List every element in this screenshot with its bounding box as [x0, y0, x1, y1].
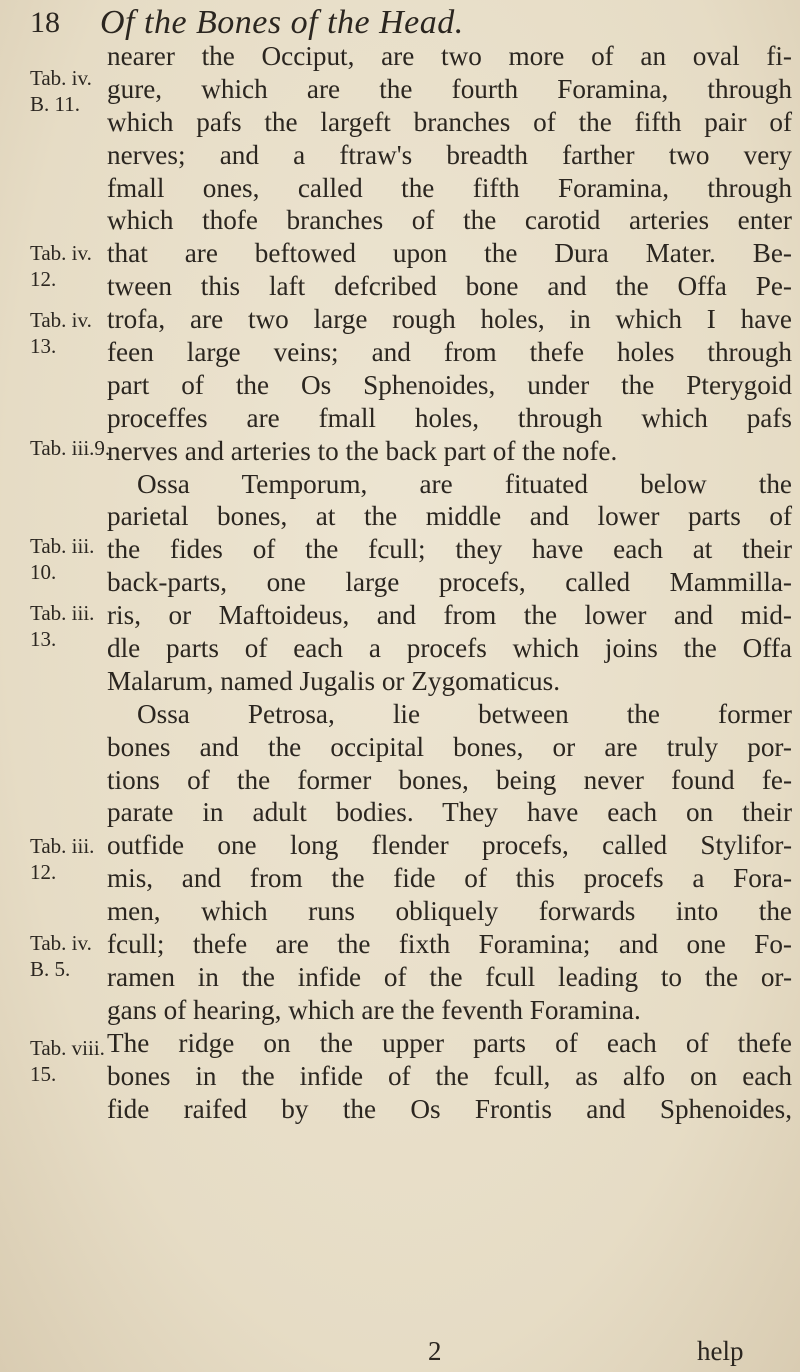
- margin-note: Tab. iii. 13.: [30, 601, 95, 651]
- text-line: part of the Os Sphenoides, under the Pterygoid: [107, 369, 792, 400]
- margin-note: Tab. iii. 12.: [30, 834, 95, 884]
- text-line: bones and the occipital bones, or are truly por-: [107, 731, 792, 762]
- body-text: [107, 40, 792, 1125]
- text-line: trofa, are two large rough holes, in which I have: [107, 304, 792, 335]
- text-line: nerves and arteries to the back part of the nofe.: [107, 435, 618, 466]
- text-line: tween this laft defcribed bone and the Offa Pe-: [107, 271, 792, 302]
- text-line: feen large veins; and from thefe holes through: [107, 337, 792, 368]
- text-line: outfide one long flender procefs, called Stylifor-: [107, 830, 792, 861]
- text-line: mis, and from the fide of this procefs a Fora-: [107, 863, 792, 894]
- text-line: parietal bones, at the middle and lower parts of: [107, 501, 792, 532]
- text-line: Ossa Petrosa, lie between the former: [137, 698, 792, 729]
- text-line: bones in the infide of the fcull, as alfo on each: [107, 1060, 792, 1091]
- signature-mark: 2: [428, 1336, 442, 1366]
- text-line: tions of the former bones, being never found fe-: [107, 764, 792, 795]
- margin-note: Tab. iv. B. 5.: [30, 931, 92, 981]
- margin-note: Tab. viii. 15.: [30, 1036, 105, 1086]
- text-line: gans of hearing, which are the feventh Foramina.: [107, 994, 641, 1025]
- text-line: gure, which are the fourth Foramina, through: [107, 73, 792, 104]
- text-line: back-parts, one large procefs, called Mammilla-: [107, 567, 792, 598]
- text-line: which thofe branches of the carotid arteries enter: [107, 205, 792, 236]
- text-line: which pafs the largeft branches of the fifth pair of: [107, 106, 792, 137]
- text-line: ramen in the infide of the fcull leading to the or-: [107, 961, 792, 992]
- margin-note: Tab. iv. 12.: [30, 241, 92, 291]
- text-line: Ossa Temporum, are fituated below the: [137, 468, 792, 499]
- margin-note: Tab. iii.9.: [30, 436, 111, 460]
- text-line: men, which runs obliquely forwards into the: [107, 896, 792, 927]
- text-line: proceffes are fmall holes, through which pafs: [107, 402, 792, 433]
- catchword: help: [697, 1336, 744, 1366]
- text-line: The ridge on the upper parts of each of thefe: [107, 1027, 792, 1058]
- running-head: Of the Bones of the Head.: [100, 4, 464, 41]
- text-line: dle parts of each a procefs which joins the Offa: [107, 633, 792, 664]
- text-line: nerves; and a ftraw's breadth farther two very: [107, 139, 792, 170]
- text-line: the fides of the fcull; they have each at their: [107, 534, 792, 565]
- margin-note: Tab. iv. B. 11.: [30, 66, 92, 116]
- margin-note: Tab. iii. 10.: [30, 534, 95, 584]
- text-line: ris, or Maftoideus, and from the lower and mid-: [107, 600, 792, 631]
- text-line: fmall ones, called the fifth Foramina, through: [107, 172, 792, 203]
- margin-note: Tab. iv. 13.: [30, 308, 92, 358]
- text-line: fcull; thefe are the fixth Foramina; and one Fo-: [107, 929, 792, 960]
- page-number: 18: [30, 6, 60, 39]
- text-line: Malarum, named Jugalis or Zygomaticus.: [107, 665, 561, 696]
- text-line: that are beftowed upon the Dura Mater. Be-: [107, 238, 792, 269]
- text-line: nearer the Occiput, are two more of an oval fi-: [107, 41, 792, 71]
- text-line: fide raifed by the Os Frontis and Sphenoides,: [107, 1093, 792, 1124]
- text-line: parate in adult bodies. They have each on their: [107, 797, 792, 828]
